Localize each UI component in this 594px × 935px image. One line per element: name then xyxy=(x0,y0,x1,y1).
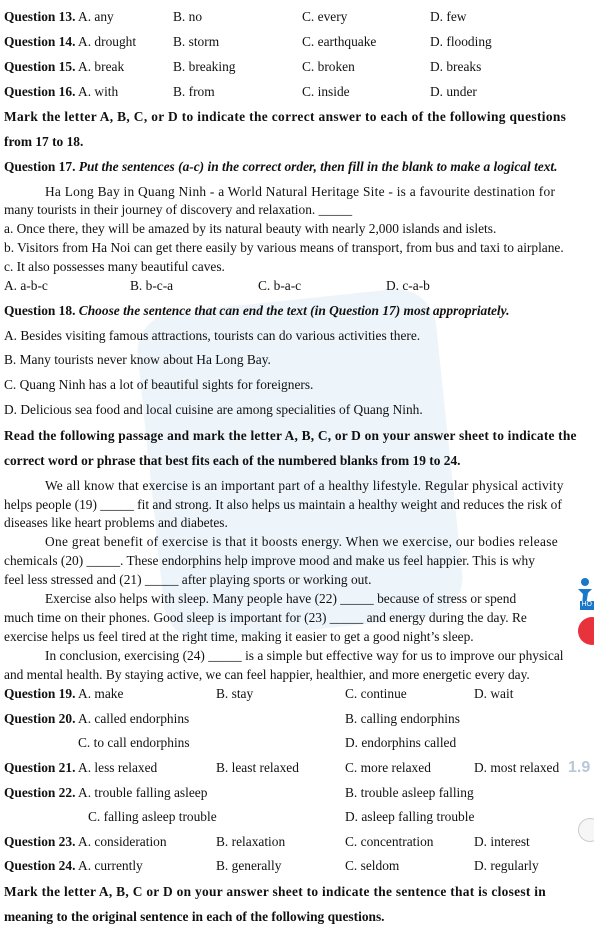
q17-option-d[interactable]: D. c-a-b xyxy=(386,278,430,293)
instruction-closest-meaning-line1: Mark the letter A, B, C or D on your answer sheet to indicate the sentence that is closest in xyxy=(4,884,547,899)
q19-option-b[interactable]: B. stay xyxy=(216,686,254,701)
q24-option-c[interactable]: C. seldom xyxy=(345,858,400,873)
question-20: Question 20. A. called endorphins xyxy=(4,711,190,726)
passage-line-8: much time on their phones. Good sleep is important for (23) _____ and energy during the day. Re xyxy=(4,610,527,625)
q18-option-a[interactable]: A. Besides visiting famous attractions, tourists can do various activities there. xyxy=(4,328,421,343)
question-17-heading: Question 17. Put the sentences (a-c) in the correct order, then fill in the blank to make a logical text. xyxy=(4,159,558,174)
q18-option-d[interactable]: D. Delicious sea food and local cuisine are among specialities of Quang Ninh. xyxy=(4,402,423,417)
q24-option-d[interactable]: D. regularly xyxy=(474,858,539,873)
question-19: Question 19. A. make xyxy=(4,686,124,701)
q23-option-d[interactable]: D. interest xyxy=(474,834,530,849)
q17-sentence-a: a. Once there, they will be amazed by its natural beauty with nearly 2,000 islands and islets. xyxy=(4,221,497,236)
q22-option-b[interactable]: B. trouble asleep falling xyxy=(345,785,474,800)
q13-option-c[interactable]: C. every xyxy=(302,9,348,24)
passage-line-3: diseases like heart problems and diabetes. xyxy=(4,515,228,530)
instruction-19-24-line2: correct word or phrase that best fits each of the numbered blanks from 19 to 24. xyxy=(4,453,461,468)
instruction-17-18-line2: from 17 to 18. xyxy=(4,134,84,149)
q20-option-d[interactable]: D. endorphins called xyxy=(345,735,457,750)
passage-line-5: chemicals (20) _____. These endorphins help improve mood and make us feel happier. This is why xyxy=(4,553,535,568)
instruction-closest-meaning-line2: meaning to the original sentence in each of the following questions. xyxy=(4,909,385,924)
q20-option-b[interactable]: B. calling endorphins xyxy=(345,711,460,726)
passage-line-9: exercise helps us feel tired at the right time, making it easier to get a good night’s sleep. xyxy=(4,629,474,644)
red-circle-button[interactable] xyxy=(578,617,594,645)
q13-option-b[interactable]: B. no xyxy=(173,9,203,24)
passage-line-4: One great benefit of exercise is that it boosts energy. When we exercise, our bodies release xyxy=(45,534,558,549)
question-24: Question 24. A. currently xyxy=(4,858,143,873)
passage-line-1: We all know that exercise is an important part of a healthy lifestyle. Regular physical activity xyxy=(45,478,564,493)
q20-option-c[interactable]: C. to call endorphins xyxy=(78,735,190,750)
q17-sentence-c: c. It also possesses many beautiful caves. xyxy=(4,259,225,274)
grey-circle-button[interactable] xyxy=(578,818,594,842)
q21-option-b[interactable]: B. least relaxed xyxy=(216,760,299,775)
q15-option-c[interactable]: C. broken xyxy=(302,59,355,74)
q15-option-d[interactable]: D. breaks xyxy=(430,59,482,74)
q19-option-d[interactable]: D. wait xyxy=(474,686,514,701)
q15-option-b[interactable]: B. breaking xyxy=(173,59,236,74)
question-15: Question 15. A. break xyxy=(4,59,125,74)
q14-option-b[interactable]: B. storm xyxy=(173,34,220,49)
side-number-fragment: 1.9 xyxy=(568,759,591,776)
instruction-19-24-line1: Read the following passage and mark the letter A, B, C, or D on your answer sheet to indicate the xyxy=(4,428,577,443)
q17-text-line2: many tourists in their journey of discovery and relaxation. _____ xyxy=(4,202,353,217)
q17-text-line1: Ha Long Bay in Quang Ninh - a World Natural Heritage Site - is a favourite destination for xyxy=(45,184,556,199)
passage-line-6: feel less stressed and (21) _____ after playing sports or working out. xyxy=(4,572,372,587)
question-21: Question 21. A. less relaxed xyxy=(4,760,158,775)
question-14: Question 14. A. drought xyxy=(4,34,137,49)
q16-option-d[interactable]: D. under xyxy=(430,84,477,99)
q22-option-c[interactable]: C. falling asleep trouble xyxy=(88,809,217,824)
question-22: Question 22. A. trouble falling asleep xyxy=(4,785,208,800)
question-23: Question 23. A. consideration xyxy=(4,834,167,849)
side-badge: HO xyxy=(581,601,592,608)
q17-sentence-b: b. Visitors from Ha Noi can get there easily by various means of transport, from bus and taxi to airplane. xyxy=(4,240,564,255)
q17-option-c[interactable]: C. b-a-c xyxy=(258,278,302,293)
q18-option-c[interactable]: C. Quang Ninh has a lot of beautiful sights for foreigners. xyxy=(4,377,314,392)
q18-option-b[interactable]: B. Many tourists never know about Ha Long Bay. xyxy=(4,352,271,367)
q16-option-c[interactable]: C. inside xyxy=(302,84,350,99)
question-16: Question 16. A. with xyxy=(4,84,119,99)
q19-option-c[interactable]: C. continue xyxy=(345,686,407,701)
q14-option-d[interactable]: D. flooding xyxy=(430,34,492,49)
q14-option-c[interactable]: C. earthquake xyxy=(302,34,377,49)
passage-line-2: helps people (19) _____ fit and strong. It also helps us maintain a healthy weight and reduces the risk of xyxy=(4,497,562,512)
instruction-17-18-line1: Mark the letter A, B, C, or D to indicate the correct answer to each of the following questions xyxy=(4,109,567,124)
q16-option-b[interactable]: B. from xyxy=(173,84,215,99)
q24-option-b[interactable]: B. generally xyxy=(216,858,282,873)
q21-option-c[interactable]: C. more relaxed xyxy=(345,760,431,775)
q21-option-d[interactable]: D. most relaxed xyxy=(474,760,560,775)
q23-option-c[interactable]: C. concentration xyxy=(345,834,434,849)
question-13: Question 13. A. any xyxy=(4,9,114,24)
q17-option-a[interactable]: A. a-b-c xyxy=(4,278,48,293)
q13-option-d[interactable]: D. few xyxy=(430,9,467,24)
question-18-heading: Question 18. Choose the sentence that can end the text (in Question 17) most appropriately. xyxy=(4,303,510,318)
passage-line-7: Exercise also helps with sleep. Many people have (22) _____ because of stress or spend xyxy=(45,591,517,606)
q22-option-d[interactable]: D. asleep falling trouble xyxy=(345,809,475,824)
q23-option-b[interactable]: B. relaxation xyxy=(216,834,286,849)
passage-line-11: and mental health. By staying active, we can feel happier, healthier, and more energetic every day. xyxy=(4,667,530,682)
passage-line-10: In conclusion, exercising (24) _____ is a simple but effective way for us to improve our physical xyxy=(45,648,564,663)
q17-option-b[interactable]: B. b-c-a xyxy=(130,278,174,293)
